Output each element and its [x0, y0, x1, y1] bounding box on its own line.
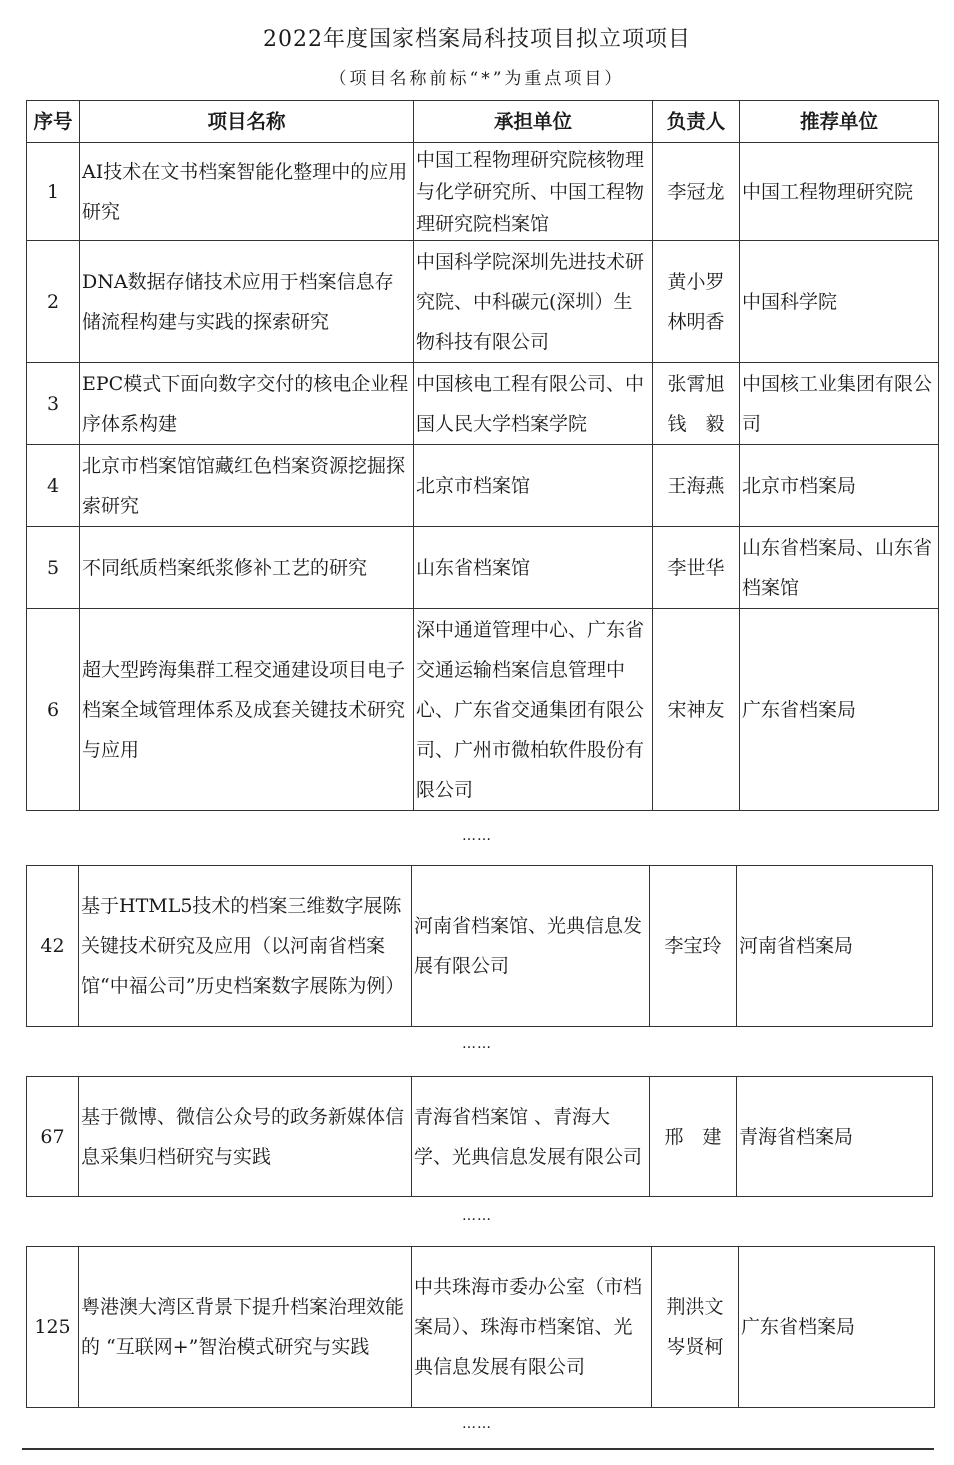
row-no: 6 [27, 609, 80, 811]
row-person: 黄小罗 林明香 [653, 241, 740, 363]
row-person: 王海燕 [653, 445, 740, 527]
row-recommender: 河南省档案局 [737, 866, 933, 1027]
row-recommender: 北京市档案局 [740, 445, 939, 527]
row-unit: 中国工程物理研究院核物理与化学研究所、中国工程物理研究院档案馆 [414, 143, 653, 241]
header-recommender: 推荐单位 [740, 101, 939, 143]
table-row [27, 143, 939, 241]
row-unit: 北京市档案馆 [414, 445, 653, 527]
table-header-row [27, 101, 939, 143]
row-recommender: 广东省档案局 [739, 1247, 935, 1408]
row-recommender: 中国科学院 [740, 241, 939, 363]
row-recommender: 广东省档案局 [740, 609, 939, 811]
page-subtitle: （项目名称前标“*”为重点项目） [329, 69, 625, 89]
row-project-name: 基于HTML5技术的档案三维数字展陈关键技术研究及应用（以河南省档案馆“中福公司”历史档案数字展陈为例） [79, 866, 412, 1027]
row-recommender: 中国工程物理研究院 [740, 143, 939, 241]
row-recommender: 青海省档案局 [737, 1077, 933, 1197]
row-project-name: 超大型跨海集群工程交通建设项目电子档案全域管理体系及成套关键技术研究与应用 [80, 609, 414, 811]
table-row [27, 527, 939, 609]
row-person: 李宝玲 [650, 866, 737, 1027]
table-row [27, 1077, 933, 1197]
header-no: 序号 [27, 101, 80, 143]
row-person: 邢 建 [650, 1077, 737, 1197]
header-name: 项目名称 [80, 101, 414, 143]
row-unit: 中国科学院深圳先进技术研究院、中科碳元(深圳）生物科技有限公司 [414, 241, 653, 363]
project-table-segment-1 [26, 100, 939, 811]
ellipsis-4: …… [462, 1416, 492, 1432]
project-table-segment-4 [26, 1246, 935, 1408]
row-no: 42 [27, 866, 79, 1027]
row-project-name: 北京市档案馆馆藏红色档案资源挖掘探索研究 [80, 445, 414, 527]
page-title: 2022年度国家档案局科技项目拟立项项目 [263, 27, 691, 52]
header-person: 负责人 [653, 101, 740, 143]
row-no: 1 [27, 143, 80, 241]
table-row [27, 445, 939, 527]
row-person: 荆洪文 岑贤柯 [652, 1247, 739, 1408]
header-unit: 承担单位 [414, 101, 653, 143]
row-person: 李世华 [653, 527, 740, 609]
row-unit: 青海省档案馆 、青海大学、光典信息发展有限公司 [412, 1077, 650, 1197]
row-project-name: AI技术在文书档案智能化整理中的应用研究 [80, 143, 414, 241]
project-table-segment-2 [26, 865, 933, 1027]
ellipsis-1: …… [462, 828, 492, 844]
row-project-name: EPC模式下面向数字交付的核电企业程序体系构建 [80, 363, 414, 445]
table-row [27, 609, 939, 811]
row-recommender: 中国核工业集团有限公司 [740, 363, 939, 445]
row-no: 3 [27, 363, 80, 445]
row-no: 2 [27, 241, 80, 363]
table-row [27, 866, 933, 1027]
project-table-segment-3 [26, 1076, 933, 1197]
row-project-name: DNA数据存储技术应用于档案信息存储流程构建与实践的探索研究 [80, 241, 414, 363]
ellipsis-2: …… [462, 1036, 492, 1052]
row-person: 张霄旭 钱 毅 [653, 363, 740, 445]
table-row [27, 1247, 935, 1408]
row-project-name: 基于微博、微信公众号的政务新媒体信息采集归档研究与实践 [79, 1077, 412, 1197]
row-unit: 河南省档案馆、光典信息发展有限公司 [412, 866, 650, 1027]
ellipsis-3: …… [462, 1208, 492, 1224]
row-unit: 深中通道管理中心、广东省交通运输档案信息管理中心、广东省交通集团有限公司、广州市微柏软件股份有限公司 [414, 609, 653, 811]
row-no: 5 [27, 527, 80, 609]
row-no: 67 [27, 1077, 79, 1197]
row-project-name: 不同纸质档案纸浆修补工艺的研究 [80, 527, 414, 609]
row-unit: 山东省档案馆 [414, 527, 653, 609]
table-row [27, 241, 939, 363]
table-row [27, 363, 939, 445]
row-no: 125 [27, 1247, 79, 1408]
row-no: 4 [27, 445, 80, 527]
bottom-divider [22, 1448, 934, 1450]
row-unit: 中国核电工程有限公司、中国人民大学档案学院 [414, 363, 653, 445]
row-person: 宋神友 [653, 609, 740, 811]
row-recommender: 山东省档案局、山东省档案馆 [740, 527, 939, 609]
row-person: 李冠龙 [653, 143, 740, 241]
row-unit: 中共珠海市委办公室（市档案局）、珠海市档案馆、光典信息发展有限公司 [412, 1247, 652, 1408]
row-project-name: 粤港澳大湾区背景下提升档案治理效能的 “互联网+”智治模式研究与实践 [79, 1247, 412, 1408]
